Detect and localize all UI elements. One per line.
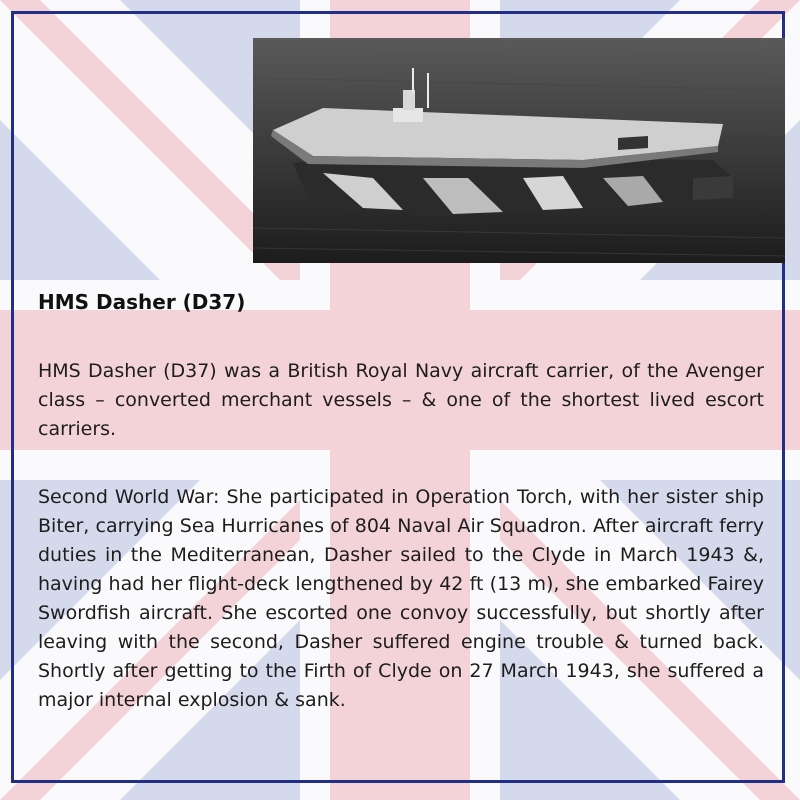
page-title: HMS Dasher (D37) xyxy=(38,290,246,314)
aircraft-carrier-image xyxy=(253,38,785,263)
ship-photo xyxy=(253,38,785,263)
intro-paragraph: HMS Dasher (D37) was a British Royal Navy aircraft carrier, of the Avenger class – converted merchant vessels – & one of the shortest lived escort carriers. xyxy=(38,360,764,440)
history-paragraph: Second World War: She participated in Operation Torch, with her sister ship Biter, carrying Sea Hurricanes of 804 Naval Air Squadron. After aircraft ferry duties in the Mediterranean, Dasher sailed to the Clyde in March 1943 &, having had her flight-deck lengthened by 42 ft (13 m), she embarked Fairey Swordfish aircraft. She escorted one convoy successfully, but shortly after leaving with the second, Dasher suffered engine trouble & turned back. Shortly after getting to the Firth of Clyde on 27 March 1943, she suffered a major internal explosion & sank. xyxy=(38,486,764,711)
